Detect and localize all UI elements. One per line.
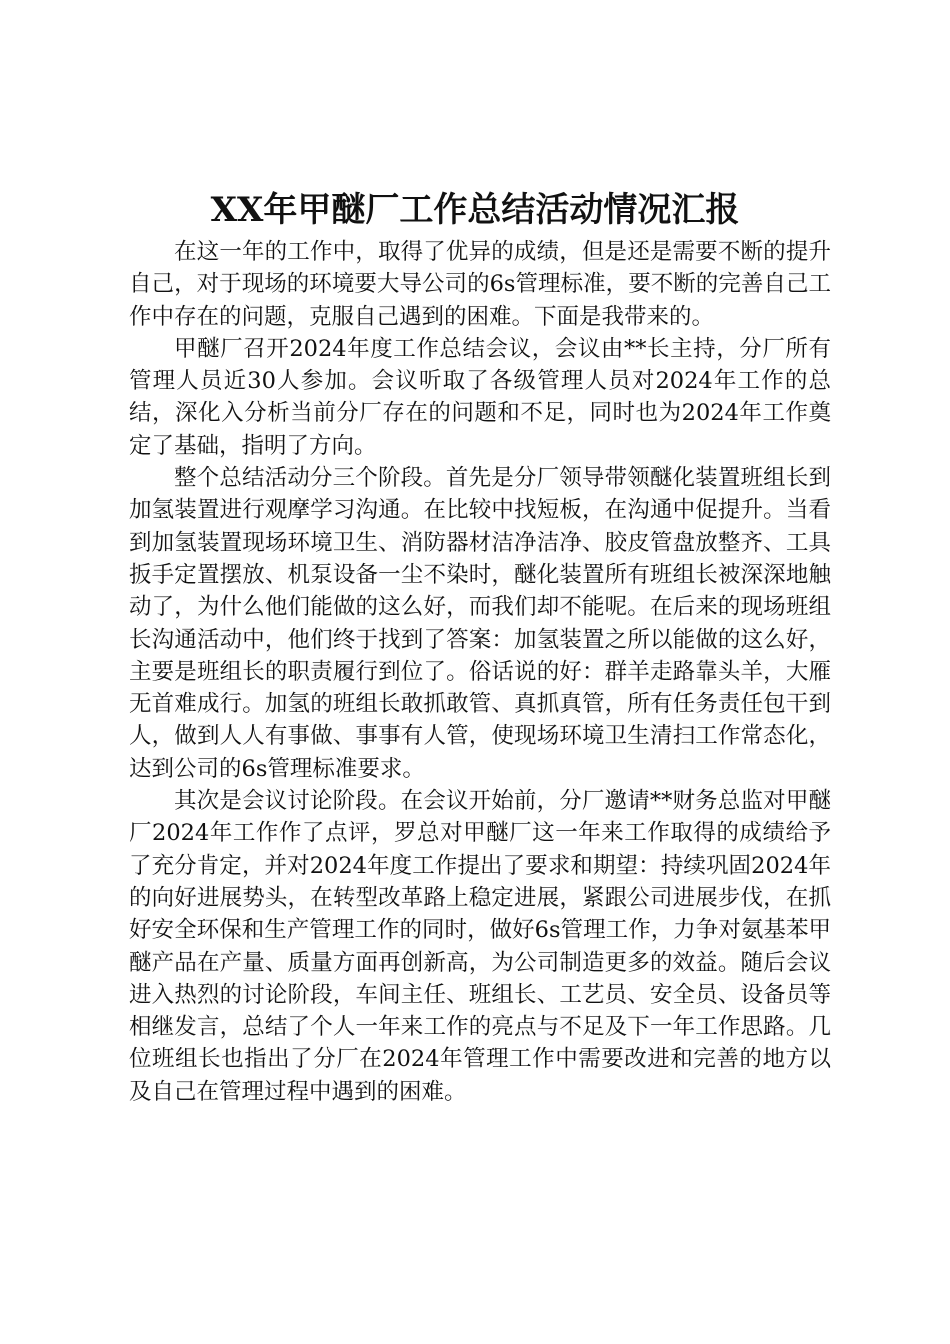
document-body <box>129 236 831 1108</box>
paragraph: 甲醚厂召开2024年度工作总结会议，会议由**长主持，分厂所有管理人员近30人参加。会议听取了各级管理人员对2024年工作的总结，深化入分析当前分厂存在的问题和不足，同时也为2024年工作奠定了基础，指明了方向。 <box>129 335 831 459</box>
paragraph: 在这一年的工作中，取得了优异的成绩，但是还是需要不断的提升自己，对于现场的环境要大导公司的6s管理标准，要不断的完善自己工作中存在的问题，克服自己遇到的困难。下面是我带来的。 <box>129 239 831 330</box>
paragraph: 其次是会议讨论阶段。在会议开始前，分厂邀请**财务总监对甲醚厂2024年工作作了点评，罗总对甲醚厂这一年来工作取得的成绩给予了充分肯定，并对2024年度工作提出了要求和期望：持续巩固2024年的向好进展势头，在转型改革路上稳定进展，紧跟公司进展步伐，在抓好安全环保和生产管理工作的同时，做好6s管理工作，力争对氨基苯甲醚产品在产量、质量方面再创新高，为公司制造更多的效益。随后会议进入热烈的讨论阶段，车间主任、班组长、工艺员、安全员、设备员等相继发言，总结了个人一年来工作的亮点与不足及下一年工作思路。几位班组长也指出了分厂在2024年管理工作中需要改进和完善的地方以及自己在管理过程中遇到的困难。 <box>129 788 831 1105</box>
paragraph: 整个总结活动分三个阶段。首先是分厂领导带领醚化装置班组长到加氢装置进行观摩学习沟通。在比较中找短板，在沟通中促提升。当看到加氢装置现场环境卫生、消防器材洁净洁净、胶皮管盘放整齐、工具扳手定置摆放、机泵设备一尘不染时，醚化装置所有班组长被深深地触动了，为什么他们能做的这么好，而我们却不能呢。在后来的现场班组长沟通活动中，他们终于找到了答案：加氢装置之所以能做的这么好，主要是班组长的职责履行到位了。俗话说的好：群羊走路靠头羊，大雁无首难成行。加氢的班组长敢抓敢管、真抓真管，所有任务责任包干到人，做到人人有事做、事事有人管，使现场环境卫生清扫工作常态化，达到公司的6s管理标准要求。 <box>129 465 831 782</box>
document-title: XX年甲醚厂工作总结活动情况汇报 <box>210 190 740 230</box>
